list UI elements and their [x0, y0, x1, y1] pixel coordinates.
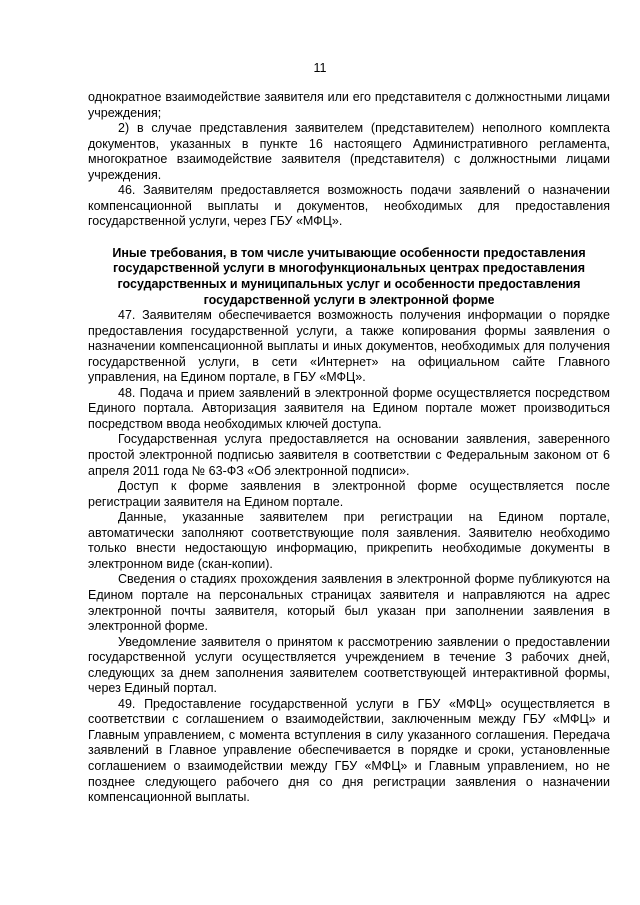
paragraph: 46. Заявителям предоставляется возможность подачи заявлений о назначении компенсационной выплаты и документов, необходимых для предоставления государственной услуги, через ГБУ «МФЦ».: [88, 183, 610, 229]
paragraph: 49. Предоставление государственной услуги в ГБУ «МФЦ» осуществляется в соответствии с соглашением о взаимодействии, заключенным между ГБУ «МФЦ» и Главным управлением, с момента вступления в силу указанного соглашения. Передача заявлений в Главное управление обеспечивается в порядке и сроки, установленные соглашением о взаимодействии между ГБУ «МФЦ» и Главным управлением, но не позднее следующего рабочего дня со дня регистрации заявления о назначении компенсационной выплаты.: [88, 696, 610, 805]
paragraph: Данные, указанные заявителем при регистрации на Едином портале, автоматически заполняют соответствующие поля заявления. Заявителю необходимо только внести недостающую информацию, прикрепить необходимые документы в электронном виде (скан-копии).: [88, 510, 610, 571]
section-heading: Иные требования, в том числе учитывающие особенности предоставления государственной услуги в многофункциональных центрах предоставления государственных и муниципальных услуг и особенности предоставления государственной услуги в электронной форме: [112, 245, 586, 307]
document-body: [88, 90, 610, 806]
page-number: 11: [313, 61, 327, 75]
paragraph: 47. Заявителям обеспечивается возможность получения информации о порядке предоставления государственной услуги, а также копирования формы заявления о назначении компенсационной выплаты и иных документов, необходимых для получения государственной услуги, в сети «Интернет» на официальном сайте Главного управления, на Едином портале, в ГБУ «МФЦ».: [88, 308, 610, 385]
paragraph: Уведомление заявителя о принятом к рассмотрению заявлении о предоставлении государственной услуги осуществляется учреждением в течение 3 рабочих дней, следующих за днем заполнения заявителем соответствующей интерактивной формы, через Единый портал.: [88, 634, 610, 696]
paragraph: Государственная услуга предоставляется на основании заявления, заверенного простой электронной подписью заявителя в соответствии с Федеральным законом от 6 апреля 2011 года № 63-ФЗ «Об электронной подписи».: [88, 432, 610, 478]
paragraph: однократное взаимодействие заявителя или его представителя с должностными лицами учреждения;: [88, 90, 610, 120]
paragraph: 48. Подача и прием заявлений в электронной форме осуществляется посредством Единого портала. Авторизация заявителя на Едином портале может производиться посредством ввода необходимых ключей доступа.: [88, 385, 610, 431]
paragraph: Сведения о стадиях прохождения заявления в электронной форме публикуются на Едином портале на персональных страницах заявителя и направляются на адрес электронной почты заявителя, который был указан при заполнении заявления в электронной форме.: [88, 572, 610, 634]
paragraph: 2) в случае представления заявителем (представителем) неполного комплекта документов, указанных в пункте 16 настоящего Административного регламента, многократное взаимодействие заявителя (представителя) с должностными лицами учреждения.: [88, 121, 610, 182]
paragraph: Доступ к форме заявления в электронной форме осуществляется после регистрации заявителя на Едином портале.: [88, 479, 610, 509]
